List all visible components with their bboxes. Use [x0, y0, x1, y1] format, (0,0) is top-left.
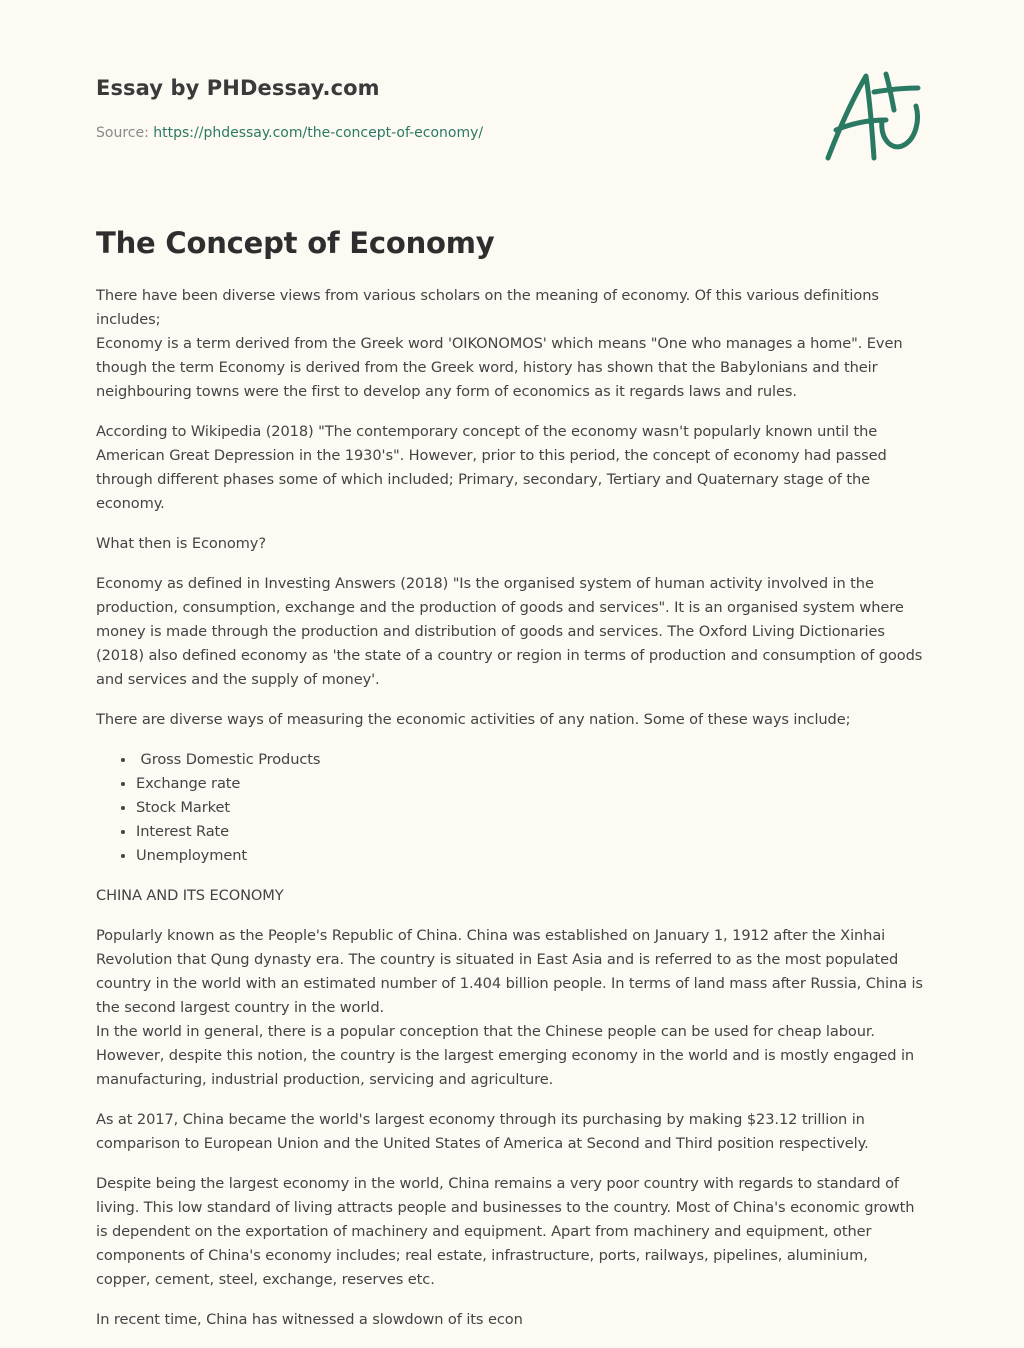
paragraph-wikipedia: According to Wikipedia (2018) "The contemporary concept of the economy wasn't popularly known until the American Great Depression in the 1930's". However, prior to this period, the concept of economy had passed through different phases some of which included; Primary, secondary, Tertiary and Quaternary stage of the economy.	[96, 423, 887, 512]
essay-body	[96, 284, 926, 1348]
paragraph-definition: Economy as defined in Investing Answers (2018) "Is the organised system of human activity involved in the production, consumption, exchange and the production of goods and services". It is an organised system where money is made through the production and distribution of goods and services. The Oxford Living Dictionaries (2018) also defined economy as 'the state of a country or region in terms of production and consumption of goods and services and the supply of money'.	[96, 575, 923, 688]
page-header	[96, 0, 926, 200]
paragraph-2017: As at 2017, China became the world's largest economy through its purchasing by making $23.12 trillion in comparison to European Union and the United States of America at Second and Third position respectively.	[96, 1111, 869, 1152]
paragraph-intro	[96, 284, 926, 404]
paragraph-china-line1: Popularly known as the People's Republic of China. China was established on January 1, 1912 after the Xinhai Revolution that Qung dynasty era. The country is situated in East Asia and is referred to as the most populated country in the world with an estimated number of 1.404 billion people. In terms of land mass after Russia, China is the second largest country in the world.	[96, 927, 923, 1016]
list-item: • Exchange rate	[136, 772, 926, 796]
paragraph-question: What then is Economy?	[96, 535, 266, 552]
measures-list	[96, 748, 926, 868]
source-line	[96, 125, 483, 141]
paragraph-china-line2: In the world in general, there is a popular conception that the Chinese people can be used for cheap labour. However, despite this notion, the country is the largest emerging economy in the world and is mostly engaged in manufacturing, industrial production, servicing and agriculture.	[96, 1023, 915, 1088]
paragraph-measuring: There are diverse ways of measuring the economic activities of any nation. Some of these ways include;	[96, 711, 851, 728]
source-label: Source:	[96, 125, 154, 141]
list-item: • Unemployment	[136, 844, 926, 868]
a-plus-logo-icon	[822, 66, 926, 166]
paragraph-intro-line2: Economy is a term derived from the Greek word 'OIKONOMOS' which means "One who manages a home". Even though the term Economy is derived from the Greek word, history has shown that the Babylonians and their neighbouring towns were the first to develop any form of economics as it regards laws and rules.	[96, 335, 903, 400]
source-link[interactable]: https://phdessay.com/the-concept-of-economy/	[153, 125, 484, 141]
paragraph-intro-line1: There have been diverse views from various scholars on the meaning of economy. Of this various definitions includes;	[96, 287, 879, 328]
paragraph-china-intro	[96, 924, 926, 1092]
essay-title: The Concept of Economy	[96, 226, 495, 260]
brand-title: Essay by PHDessay.com	[96, 76, 380, 100]
paragraph-slowdown: In recent time, China has witnessed a slowdown of its econ	[96, 1311, 523, 1328]
list-item: • Gross Domestic Products	[136, 748, 926, 772]
paragraph-standard-of-living: Despite being the largest economy in the world, China remains a very poor country with regards to standard of living. This low standard of living attracts people and businesses to the country. Most of China's economic growth is dependent on the exportation of machinery and equipment. Apart from machinery and equipment, other components of China's economy includes; real estate, infrastructure, ports, railways, pipelines, aluminium, copper, cement, steel, exchange, reserves etc.	[96, 1175, 915, 1288]
essay-page	[96, 0, 926, 1328]
section-heading-china: CHINA AND ITS ECONOMY	[96, 887, 284, 904]
list-item: • Stock Market	[136, 796, 926, 820]
list-item: • Interest Rate	[136, 820, 926, 844]
